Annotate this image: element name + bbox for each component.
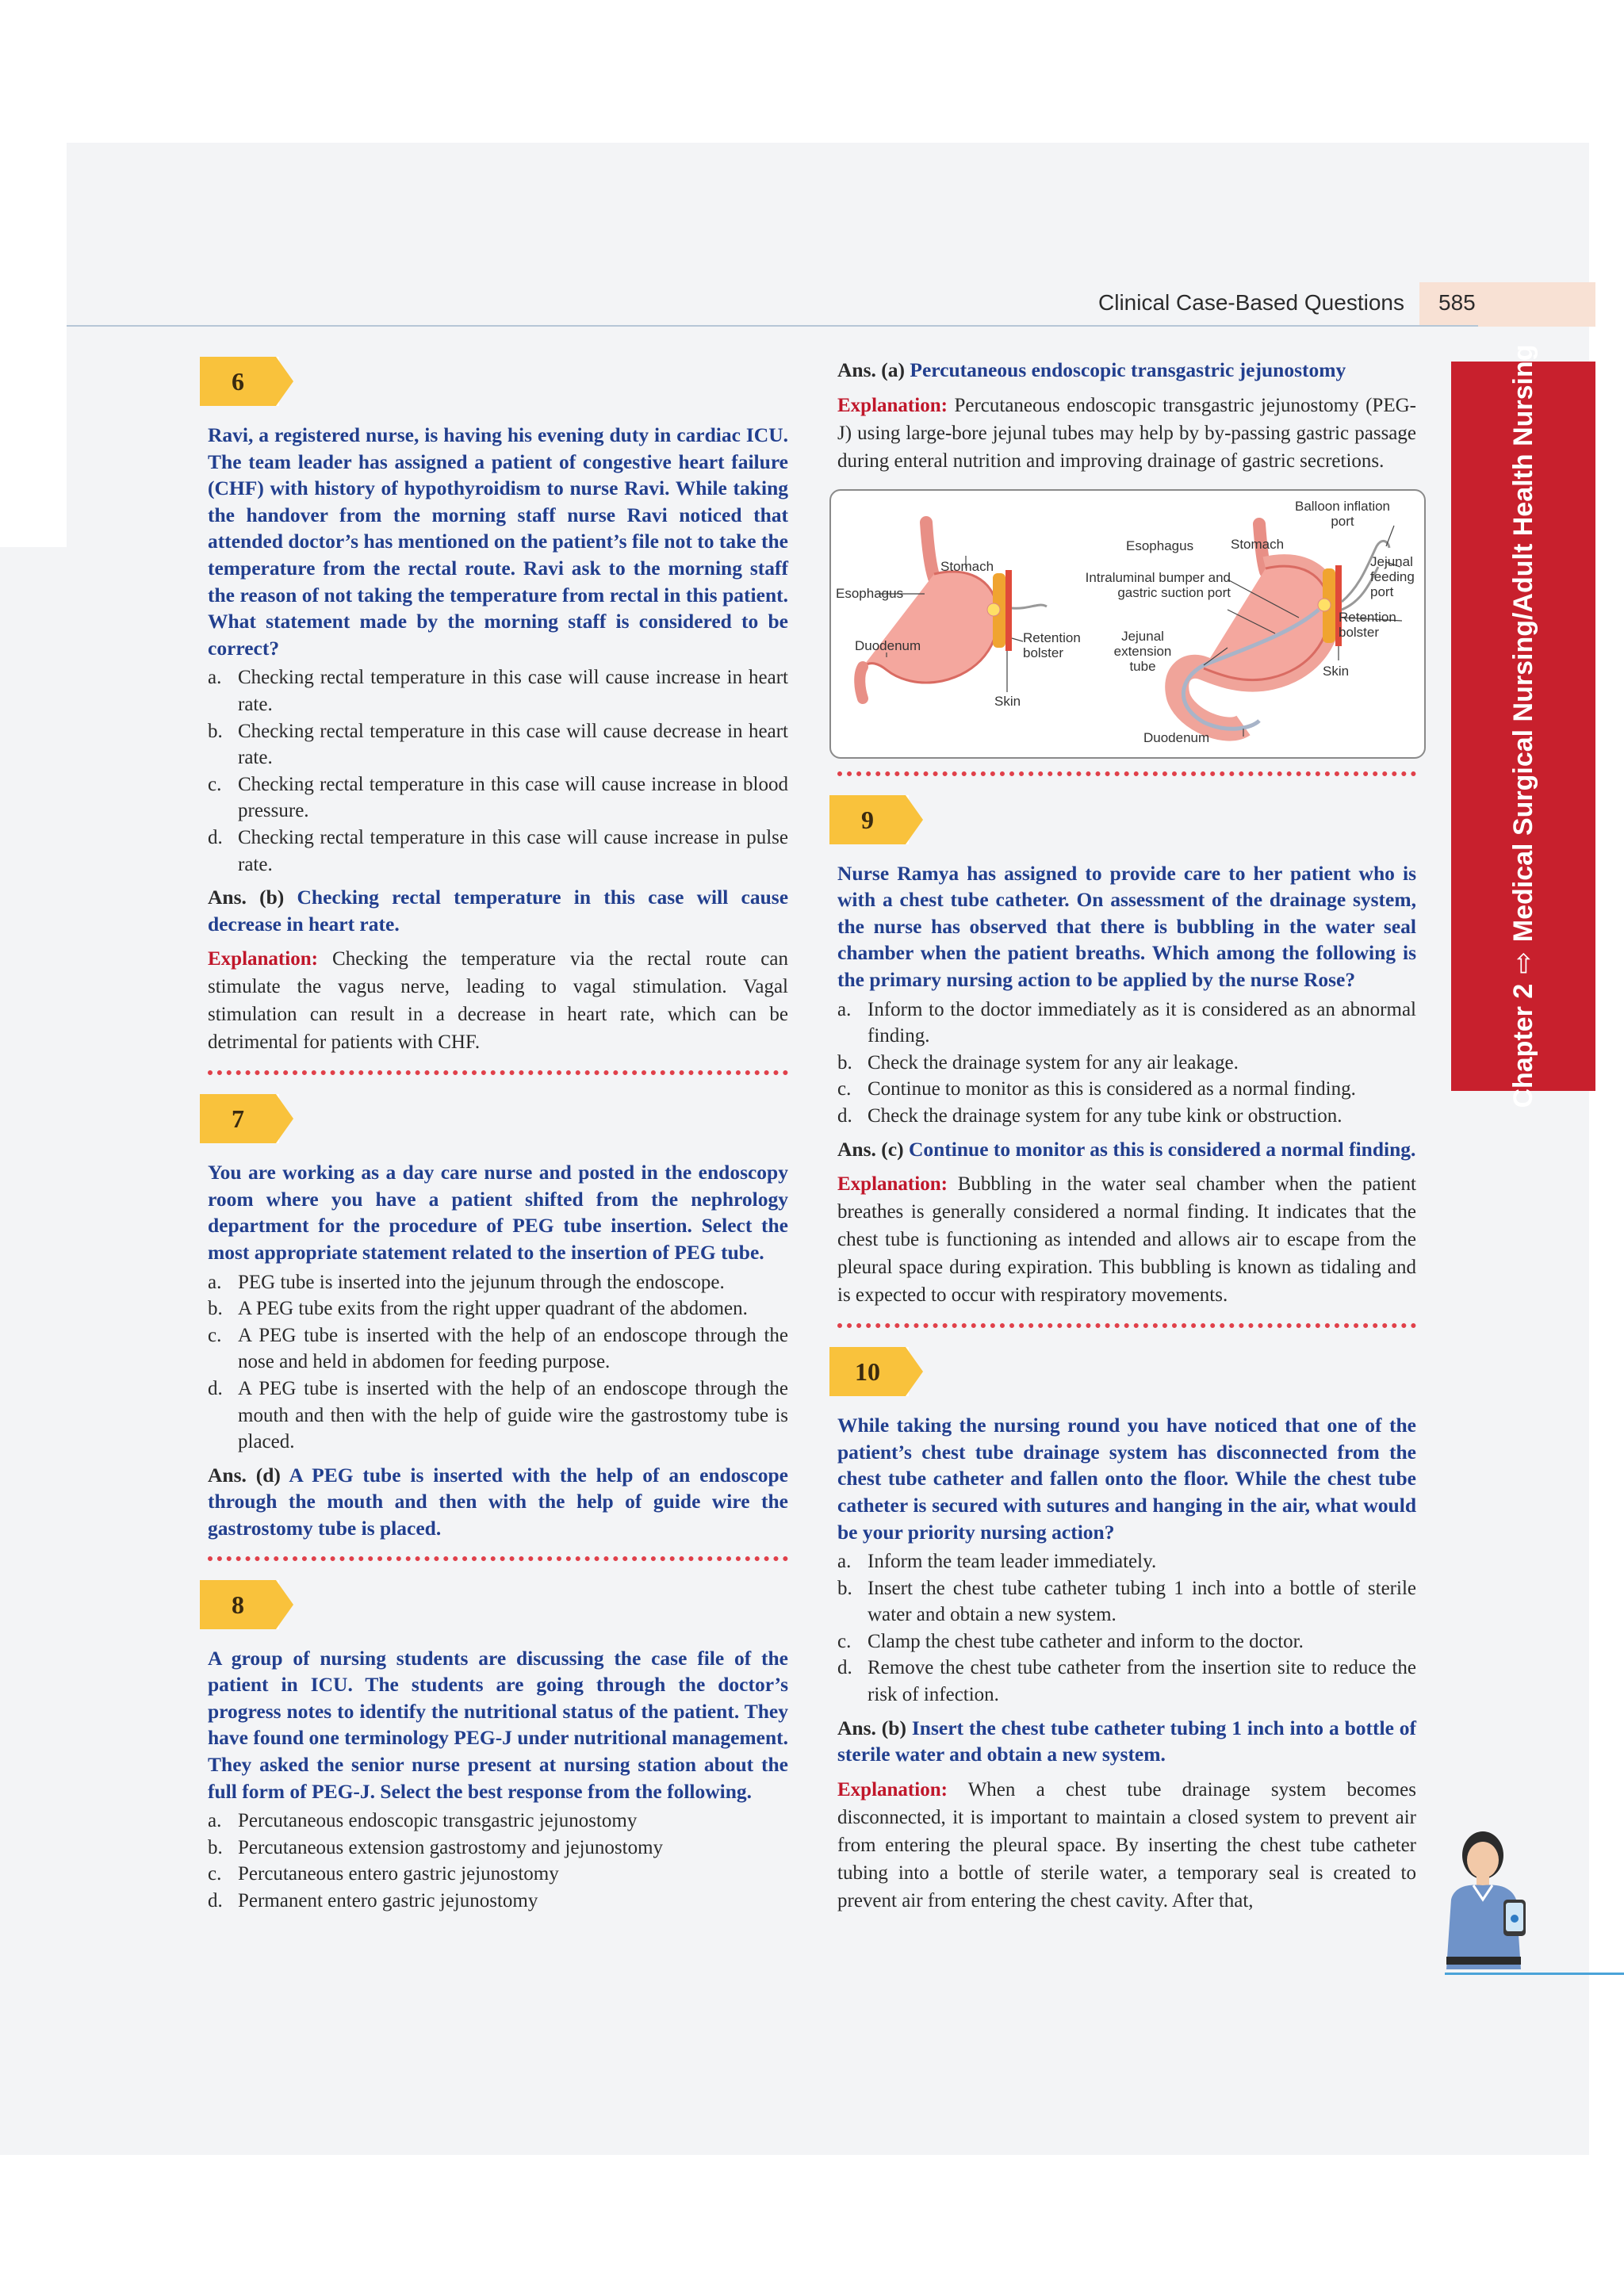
question-6-badge: 6 — [200, 357, 292, 406]
option: b. Check the drainage system for any air leakage. — [837, 1051, 1239, 1073]
option: d. Check the drainage system for any tube kink or obstruction. — [837, 1104, 1342, 1127]
label-jejunal-extension: Jejunal extension tube — [1113, 628, 1172, 674]
option: b. A PEG tube exits from the right upper quadrant of the abdomen. — [208, 1298, 748, 1320]
label-retention-bolster-right: Retention bolster — [1339, 609, 1396, 640]
question-9-answer: Ans. (c) Continue to monitor as this is considered a normal finding. — [837, 1137, 1416, 1161]
label-stomach-right: Stomach — [1231, 536, 1285, 552]
question-10-answer: Ans. (b) Insert the chest tube catheter tubing 1 inch into a bottle of sterile water and obtain a new system. — [837, 1716, 1417, 1766]
footer-rule — [1445, 1973, 1624, 1975]
option: d. Checking rectal temperature in this case will cause increase in pulse rate. — [208, 826, 788, 875]
question-6-text: Ravi, a registered nurse, is having his evening duty in cardiac ICU. The team leader has assigned a patient of congestive heart failure (CHF) with history of hypothyroidism to nurse Ravi. While taking the handover from the morning staff nurse Ravi noticed that attended doctor’s has mentioned on the patient’s file not to take the temperature from the rectal route. Ravi ask to the morning staff the reason of not taking the temperature from rectal in this patient. What statement made by the morning staff is considered to be correct? — [208, 423, 788, 660]
nurse-icon — [1427, 1823, 1554, 1974]
chapter-label: Chapter 2 — [1508, 983, 1538, 1108]
peg-diagram-drawing — [831, 491, 1424, 757]
question-8-answer: Ans. (a) Percutaneous endoscopic transgastric jejunostomy — [837, 358, 1346, 381]
question-6-explanation: Explanation: Checking the temperature via the rectal route can stimulate the vagus nerve, leading to vagal stimulation. Vagal stimulation can result in a decrease in heart rate, which can be detrimental for patients with CHF. — [208, 948, 788, 1054]
question-7-badge: 7 — [200, 1094, 292, 1143]
running-title: Clinical Case-Based Questions — [1098, 290, 1404, 315]
nurse-illustration — [1427, 1823, 1554, 1974]
chapter-tab-text — [1507, 344, 1539, 1108]
question-9-badge: 9 — [829, 795, 921, 844]
label-duodenum-left: Duodenum — [855, 637, 921, 653]
question-6-answer: Ans. (b) Checking rectal temperature in this case will cause decrease in heart rate. — [208, 886, 789, 936]
page-background-lower — [0, 547, 67, 2155]
question-7-answer: Ans. (d) A PEG tube is inserted with the help of an endoscope through the mouth and then with the help of guide wire the gastrostomy tube is placed. — [208, 1463, 788, 1540]
question-9-options — [837, 997, 1416, 1130]
dotted-separator — [837, 1323, 1416, 1328]
dotted-separator — [837, 771, 1416, 776]
option: d. Permanent entero gastric jejunostomy — [208, 1889, 538, 1911]
label-jejunal-feeding-port: Jejunal feeding port — [1370, 553, 1415, 599]
option: b. Percutaneous extension gastrostomy and jejunostomy — [208, 1836, 664, 1858]
option: c. A PEG tube is inserted with the help of an endoscope through the nose and held in abdomen for feeding purpose. — [208, 1324, 788, 1373]
option: b. Insert the chest tube catheter tubing 1 inch into a bottle of sterile water and obtain a new system. — [837, 1577, 1416, 1626]
label-intraluminal-bumper: Intraluminal bumper and gastric suction port — [1085, 569, 1231, 600]
question-9-text: Nurse Ramya has assigned to provide care to her patient who is with a chest tube catheter. On assessment of the drainage system, the nurse has observed that there is bubbling in the water seal chamber when the patient breaths. Which among the following is the primary nursing action to be applied by the nurse Rose? — [837, 861, 1416, 991]
left-column — [208, 357, 788, 1915]
option: c. Percutaneous entero gastric jejunostomy — [208, 1863, 559, 1885]
question-8-options — [208, 1808, 788, 1914]
question-9-explanation: Explanation: Bubbling in the water seal chamber when the patient breathes is generally considered a normal finding. It indicates that the chest tube is functioning as intended and allows air to escape from the pleural space during expiration. This bubbling is known as tidaling and is expected to occur with respiratory movements. — [837, 1173, 1416, 1307]
label-stomach-left: Stomach — [940, 558, 994, 574]
label-duodenum-right: Duodenum — [1143, 729, 1210, 745]
header-rule — [67, 325, 1478, 327]
question-10-text: While taking the nursing round you have noticed that one of the patient’s chest tube drainage system has disconnected from the chest tube catheter and fallen onto the floor. While the chest tube catheter is secured with sutures and hanging in the air, what would be your priority nursing action? — [837, 1414, 1416, 1544]
chapter-arrow-icon: ⇨ — [1508, 951, 1538, 974]
question-8-text: A group of nursing students are discussing the case file of the patient in ICU. The students are going through the doctor’s progress notes to identify the nutritional status of the patient. They have found one terminology PEG-J under nutritional management. They asked the senior nurse present at nursing station about the full form of PEG-J. Select the best response from the following. — [208, 1646, 788, 1803]
question-10-explanation: Explanation: When a chest tube drainage system becomes disconnected, it is important to maintain a closed system to prevent air from entering the pleural space. By inserting the chest tube catheter tubing into a bottle of sterile water, a temporary seal is created to prevent air from entering the chest cavity. After that, — [837, 1778, 1416, 1911]
question-8-explanation: Explanation: Percutaneous endoscopic transgastric jejunostomy (PEG-J) using large-bore jejunal tubes may help by by-passing gastric passage during enteral nutrition and improving drainage of gastric secretions. — [837, 394, 1416, 472]
option: a. PEG tube is inserted into the jejunum through the endoscope. — [208, 1271, 725, 1293]
question-7-options — [208, 1269, 788, 1456]
label-skin-left: Skin — [994, 693, 1021, 709]
peg-tube-diagram — [829, 489, 1426, 759]
dotted-separator — [208, 1556, 788, 1561]
option: a. Inform to the doctor immediately as it is considered as an abnormal finding. — [837, 998, 1416, 1047]
option: d. Remove the chest tube catheter from the insertion site to reduce the risk of infection. — [837, 1657, 1416, 1706]
label-esophagus-left: Esophagus — [836, 585, 904, 601]
page-number: 585 — [1438, 290, 1476, 315]
option: c. Clamp the chest tube catheter and inform to the doctor. — [837, 1630, 1304, 1652]
question-10-badge: 10 — [829, 1347, 921, 1396]
question-8-badge: 8 — [200, 1580, 292, 1629]
right-column — [837, 357, 1416, 1915]
question-10-options — [837, 1548, 1416, 1709]
dotted-separator — [208, 1070, 788, 1075]
label-skin-right: Skin — [1323, 663, 1350, 679]
option: c. Checking rectal temperature in this case will cause increase in blood pressure. — [208, 773, 788, 822]
option: a. Checking rectal temperature in this case will cause increase in heart rate. — [208, 667, 788, 715]
option: b. Checking rectal temperature in this case will cause decrease in heart rate. — [208, 720, 788, 769]
label-retention-bolster-left: Retention bolster — [1023, 629, 1081, 660]
chapter-title: Medical Surgical Nursing/Adult Health Nursing — [1508, 344, 1538, 943]
question-6-options — [208, 664, 788, 878]
option: a. Inform the team leader immediately. — [837, 1551, 1157, 1573]
question-7-text: You are working as a day care nurse and posted in the endoscopy room where you have a patient shifted from the nephrology department for the procedure of PEG tube insertion. Select the most appropriate statement related to the insertion of PEG tube. — [208, 1161, 788, 1265]
label-esophagus-right: Esophagus — [1126, 538, 1194, 553]
option: d. A PEG tube is inserted with the help of an endoscope through the mouth and then with the help of guide wire the gastrostomy tube is placed. — [208, 1378, 788, 1453]
option: c. Continue to monitor as this is considered as a normal finding. — [837, 1078, 1356, 1100]
option: a. Percutaneous endoscopic transgastric jejunostomy — [208, 1810, 638, 1832]
label-balloon-port: Balloon inflation port — [1294, 498, 1391, 529]
